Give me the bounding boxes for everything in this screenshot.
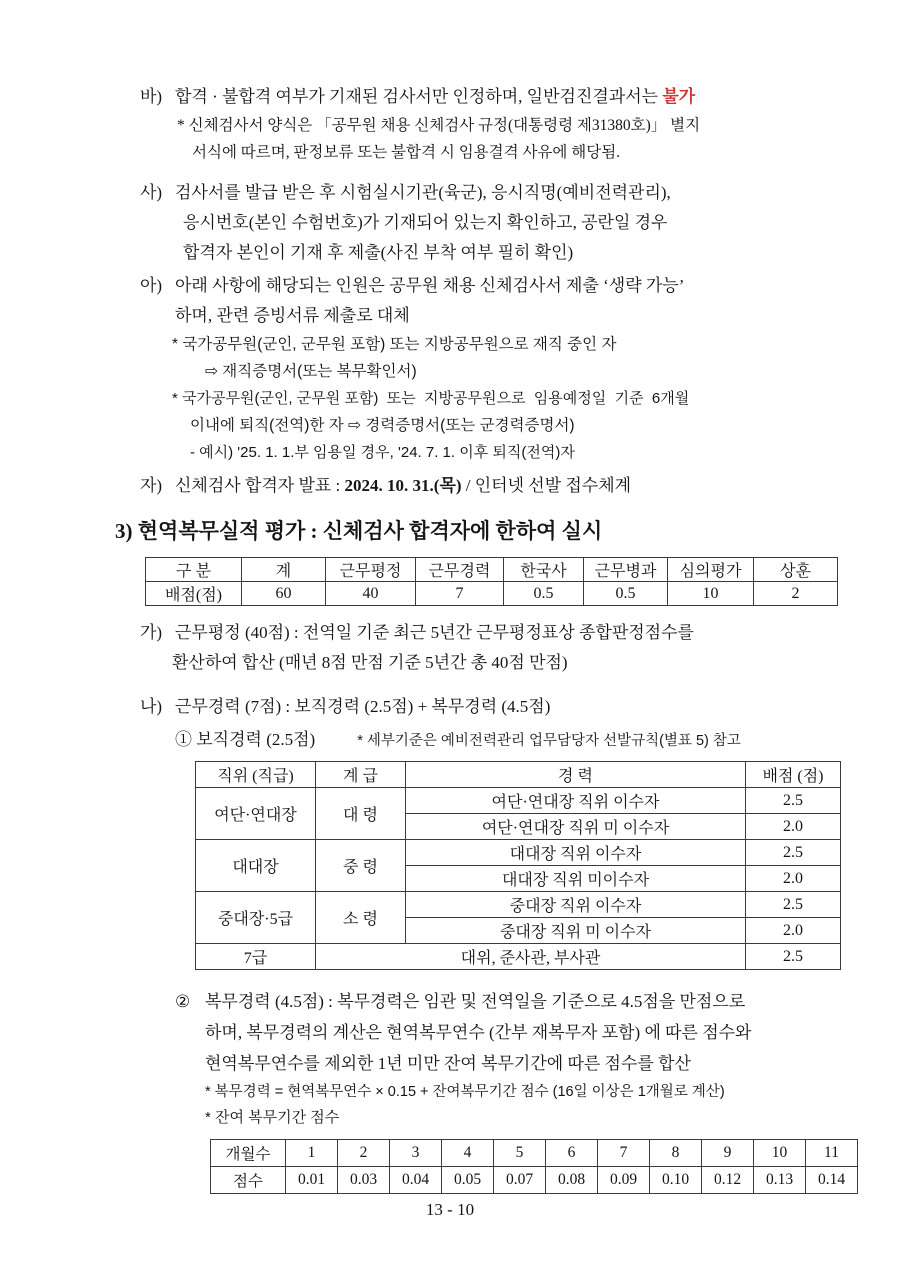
item-ba-text: 합격 · 불합격 여부가 기재된 검사서만 인정하며, 일반검진결과서는 bbox=[175, 87, 663, 106]
score-header-cell: 한국사 bbox=[504, 558, 584, 582]
score-value-cell: 60 bbox=[242, 582, 326, 606]
table-row bbox=[196, 892, 841, 918]
rank-cell: 소 령 bbox=[316, 892, 406, 944]
career-cell: 여단·연대장 직위 이수자 bbox=[406, 788, 746, 814]
career-cell: 대대장 직위 이수자 bbox=[406, 840, 746, 866]
month-cell: 9 bbox=[702, 1140, 754, 1167]
item-service-line1 bbox=[175, 986, 900, 1017]
item-service-note1: * 복무경력 = 현역복무연수 × 0.15 + 잔여복무기간 점수 (16일 이상은 1개월로 계산) bbox=[205, 1084, 725, 1100]
item-sa-text1: 검사서를 발급 받은 후 시험실시기관(육군), 응시직명(예비전력관리), bbox=[175, 183, 671, 202]
month-score-cell: 0.01 bbox=[286, 1167, 338, 1194]
month-cell: 4 bbox=[442, 1140, 494, 1167]
month-cell: 8 bbox=[650, 1140, 702, 1167]
month-row bbox=[211, 1140, 858, 1167]
item-ja-date: 2024. 10. 31.(목) bbox=[344, 476, 462, 495]
rank-cell: 대 령 bbox=[316, 788, 406, 840]
score-cell: 2.0 bbox=[746, 918, 841, 944]
item-ah-label: 아) bbox=[140, 276, 163, 295]
item-ba-line1 bbox=[140, 82, 900, 112]
score-allocation-table bbox=[145, 557, 838, 606]
career-cell: 중대장 직위 이수자 bbox=[406, 892, 746, 918]
score-value-cell: 2 bbox=[754, 582, 838, 606]
item-ba-note1: * 신체검사서 양식은 「공무원 채용 신체검사 규정(대통령령 제31380호)」 별지 bbox=[177, 117, 701, 134]
score-value-cell: 0.5 bbox=[584, 582, 668, 606]
score-table-value-row bbox=[146, 582, 838, 606]
score-row-label: 점수 bbox=[211, 1167, 286, 1194]
item-service-line3: 현역복무연수를 제외한 1년 미만 잔여 복무기간에 따른 점수를 합산 bbox=[205, 1054, 691, 1073]
section3-heading: 3) 현역복무실적 평가 : 신체검사 합격자에 한하여 실시 bbox=[115, 519, 603, 543]
position-header-cell: 계 급 bbox=[316, 762, 406, 788]
career-cell: 여단·연대장 직위 미 이수자 bbox=[406, 814, 746, 840]
item-ah-bullet2-line1: * 국가공무원(군인, 군무원 포함) 또는 지방공무원으로 임용예정일 기준 6개월 bbox=[172, 390, 690, 407]
rank-cell: 중 령 bbox=[316, 840, 406, 892]
item-ja-line bbox=[140, 471, 900, 501]
sub1-note: * 세부기준은 예비전력관리 업무담당자 선발규칙(별표 5) 참고 bbox=[357, 733, 741, 749]
item-ah-bullet1: * 국가공무원(군인, 군무원 포함) 또는 지방공무원으로 재직 중인 자 bbox=[172, 336, 617, 353]
item-ah-line1 bbox=[140, 271, 900, 301]
position-cell: 대대장 bbox=[196, 840, 316, 892]
item-ga-text1: 근무평정 (40점) : 전역일 기준 최근 5년간 근무평정표상 종합판정점수를 bbox=[175, 623, 694, 642]
item-na-line1 bbox=[140, 692, 900, 722]
month-cell: 1 bbox=[286, 1140, 338, 1167]
score-header-cell: 구 분 bbox=[146, 558, 242, 582]
month-cell: 11 bbox=[806, 1140, 858, 1167]
item-ah-text1: 아래 사항에 해당되는 인원은 공무원 채용 신체검사서 제출 ‘생략 가능’ bbox=[175, 276, 685, 295]
month-score-cell: 0.07 bbox=[494, 1167, 546, 1194]
month-score-cell: 0.04 bbox=[390, 1167, 442, 1194]
score-header-cell: 근무평정 bbox=[326, 558, 416, 582]
score-cell: 2.5 bbox=[746, 840, 841, 866]
item-service-label: ② bbox=[175, 992, 191, 1011]
remaining-month-score-table bbox=[210, 1139, 858, 1194]
month-score-cell: 0.12 bbox=[702, 1167, 754, 1194]
table-row bbox=[196, 944, 841, 970]
item-ba-note2: 서식에 따르며, 판정보류 또는 불합격 시 임용결격 사유에 해당됨. bbox=[192, 144, 621, 161]
month-cell: 5 bbox=[494, 1140, 546, 1167]
item-sa-line1 bbox=[140, 178, 900, 208]
career-cell: 대위, 준사관, 부사관 bbox=[316, 944, 746, 970]
score-header-cell: 심의평가 bbox=[668, 558, 754, 582]
item-ja-text-post: / 인터넷 선발 접수체계 bbox=[461, 476, 632, 495]
item-ba-label: 바) bbox=[140, 87, 163, 106]
position-cell: 여단·연대장 bbox=[196, 788, 316, 840]
month-cell: 3 bbox=[390, 1140, 442, 1167]
score-row-label: 배점(점) bbox=[146, 582, 242, 606]
score-value-cell: 0.5 bbox=[504, 582, 584, 606]
position-cell: 7급 bbox=[196, 944, 316, 970]
item-na-sub1 bbox=[175, 726, 900, 755]
position-header-cell: 배점 (점) bbox=[746, 762, 841, 788]
month-cell: 10 bbox=[754, 1140, 806, 1167]
item-na-text1: 근무경력 (7점) : 보직경력 (2.5점) + 복무경력 (4.5점) bbox=[175, 697, 551, 716]
position-experience-table bbox=[195, 761, 841, 970]
month-score-cell: 0.05 bbox=[442, 1167, 494, 1194]
month-cell: 2 bbox=[338, 1140, 390, 1167]
position-header-cell: 직위 (직급) bbox=[196, 762, 316, 788]
score-cell: 2.0 bbox=[746, 814, 841, 840]
item-ah-line2: 하며, 관련 증빙서류 제출로 대체 bbox=[175, 306, 410, 325]
sub1-title: ① 보직경력 (2.5점) bbox=[175, 730, 316, 749]
score-cell: 2.5 bbox=[746, 892, 841, 918]
item-ga-label: 가) bbox=[140, 623, 163, 642]
score-value-cell: 40 bbox=[326, 582, 416, 606]
month-score-cell: 0.08 bbox=[546, 1167, 598, 1194]
month-score-cell: 0.03 bbox=[338, 1167, 390, 1194]
month-score-cell: 0.13 bbox=[754, 1167, 806, 1194]
career-cell: 중대장 직위 미 이수자 bbox=[406, 918, 746, 944]
score-header-cell: 상훈 bbox=[754, 558, 838, 582]
score-cell: 2.5 bbox=[746, 944, 841, 970]
score-header-cell: 계 bbox=[242, 558, 326, 582]
table-row bbox=[196, 840, 841, 866]
score-row bbox=[211, 1167, 858, 1194]
table-row bbox=[196, 788, 841, 814]
item-service-note2: * 잔여 복무기간 점수 bbox=[205, 1109, 340, 1126]
score-cell: 2.0 bbox=[746, 866, 841, 892]
month-row-label: 개월수 bbox=[211, 1140, 286, 1167]
item-ja-label: 자) bbox=[140, 476, 163, 495]
month-cell: 7 bbox=[598, 1140, 650, 1167]
item-sa-label: 사) bbox=[140, 183, 163, 202]
score-value-cell: 10 bbox=[668, 582, 754, 606]
score-cell: 2.5 bbox=[746, 788, 841, 814]
item-service-line2: 하며, 복무경력의 계산은 현역복무연수 (간부 재복무자 포함) 에 따른 점수와 bbox=[205, 1023, 752, 1042]
score-value-cell: 7 bbox=[416, 582, 504, 606]
item-sa-line3: 합격자 본인이 기재 후 제출(사진 부착 여부 필히 확인) bbox=[183, 243, 574, 262]
page-number: 13 - 10 bbox=[425, 1200, 475, 1219]
item-ga-line2: 환산하여 합산 (매년 8점 만점 기준 5년간 총 40점 만점) bbox=[172, 653, 568, 672]
item-ga-line1 bbox=[140, 618, 900, 648]
month-score-cell: 0.10 bbox=[650, 1167, 702, 1194]
item-ba-highlight: 불가 bbox=[662, 87, 696, 106]
item-ah-bullet1-result: ⇨ 재직증명서(또는 복무확인서) bbox=[205, 363, 417, 380]
month-cell: 6 bbox=[546, 1140, 598, 1167]
score-header-cell: 근무경력 bbox=[416, 558, 504, 582]
score-table-header-row bbox=[146, 558, 838, 582]
month-score-cell: 0.14 bbox=[806, 1167, 858, 1194]
item-na-label: 나) bbox=[140, 697, 163, 716]
item-ah-bullet2-example: - 예시) '25. 1. 1.부 임용일 경우, '24. 7. 1. 이후 퇴직(전역)자 bbox=[190, 444, 575, 461]
position-table-header-row bbox=[196, 762, 841, 788]
item-service-text1: 복무경력 (4.5점) : 복무경력은 임관 및 전역일을 기준으로 4.5점을 만점으로 bbox=[205, 992, 746, 1011]
score-header-cell: 근무병과 bbox=[584, 558, 668, 582]
item-ja-text-pre: 신체검사 합격자 발표 : bbox=[175, 476, 345, 495]
month-score-cell: 0.09 bbox=[598, 1167, 650, 1194]
item-sa-line2: 응시번호(본인 수험번호)가 기재되어 있는지 확인하고, 공란일 경우 bbox=[183, 213, 668, 232]
career-cell: 대대장 직위 미이수자 bbox=[406, 866, 746, 892]
item-ah-bullet2-line2: 이내에 퇴직(전역)한 자 ⇨ 경력증명서(또는 군경력증명서) bbox=[190, 417, 575, 434]
position-header-cell: 경 력 bbox=[406, 762, 746, 788]
position-cell: 중대장·5급 bbox=[196, 892, 316, 944]
